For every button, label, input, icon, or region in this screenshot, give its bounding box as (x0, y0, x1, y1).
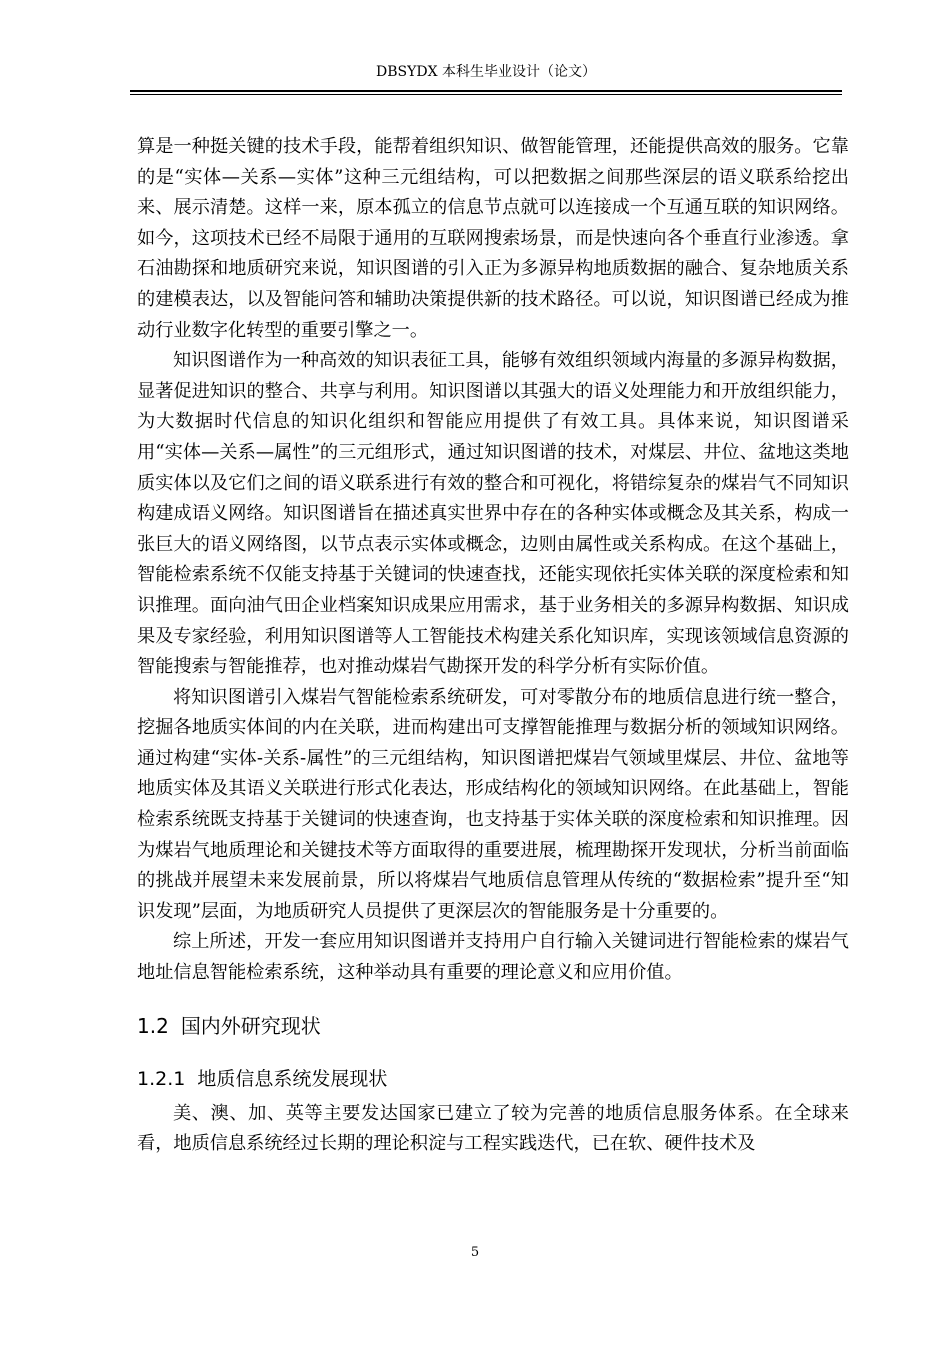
paragraph: 美、澳、加、英等主要发达国家已建立了较为完善的地质信息服务体系。在全球来看，地质信息系统经过长期的理论积淀与工程实践迭代，已在软、硬件技术及 (137, 1102, 849, 1155)
paragraph: 综上所述，开发一套应用知识图谱并支持用户自行输入关键词进行智能检索的煤岩气地址信息智能检索系统，这种举动具有重要的理论意义和应用价值。 (137, 931, 849, 984)
section-heading (137, 1003, 849, 1049)
subsection-title: 地质信息系统发展现状 (197, 1067, 388, 1090)
section-title: 国内外研究现状 (180, 1013, 321, 1038)
page-number: 5 (470, 1245, 480, 1260)
subsection-heading (137, 1059, 849, 1099)
paragraph: 知识图谱作为一种高效的知识表征工具，能够有效组织领域内海量的多源异构数据，显著促进知识的整合、共享与利用。知识图谱以其强大的语义处理能力和开放组织能力，为大数据时代信息的知识化组织和智能应用提供了有效工具。具体来说，知识图谱采用“实体—关系—属性”的三元组形式，通过知识图谱的技术，对煤层、井位、盆地这类地质实体以及它们之间的语义联系进行有效的整合和可视化，将错综复杂的煤岩气不同知识构建成语义网络。知识图谱旨在描述真实世界中存在的各种实体或概念及其关系，构成一张巨大的语义网络图，以节点表示实体或概念，边则由属性或关系构成。在这个基础上，智能检索系统不仅能支持基于关键词的快速查找，还能实现依托实体关联的深度检索和知识推理。面向油气田企业档案知识成果应用需求，基于业务相关的多源异构数据、知识成果及专家经验，利用知识图谱等人工智能技术构建关系化知识库，实现该领域信息资源的智能搜索与智能推荐，也对推动煤岩气勘探开发的科学分析有实际价值。 (137, 350, 849, 678)
paragraph: 将知识图谱引入煤岩气智能检索系统研发，可对零散分布的地质信息进行统一整合，挖掘各地质实体间的内在关联，进而构建出可支撑智能推理与数据分析的领域知识网络。通过构建“实体-关系-属性”的三元组结构，知识图谱把煤岩气领域里煤层、井位、盆地等地质实体及其语义关联进行形式化表达，形成结构化的领域知识网络。在此基础上，智能检索系统既支持基于关键词的快速查询，也支持基于实体关联的深度检索和知识推理。因为煤岩气地质理论和关键技术等方面取得的重要进展，梳理勘探开发现状，分析当前面临的挑战并展望未来发展前景，所以将煤岩气地质信息管理从传统的“数据检索”提升至“知识发现”层面，为地质研究人员提供了更深层次的智能服务是十分重要的。 (137, 686, 849, 922)
page-header: DBSYDX 本科生毕业设计（论文） (376, 64, 596, 80)
paragraph: 算是一种挺关键的技术手段，能帮着组织知识、做智能管理，还能提供高效的服务。它靠的是“实体—关系—实体”这种三元组结构，可以把数据之间那些深层的语义联系给挖出来、展示清楚。这样一来，原本孤立的信息节点就可以连接成一个互通互联的知识网络。如今，这项技术已经不局限于通用的互联网搜索场景，而是快速向各个垂直行业渗透。拿石油勘探和地质研究来说，知识图谱的引入正为多源异构地质数据的融合、复杂地质关系的建模表达，以及智能问答和辅助决策提供新的技术路径。可以说，知识图谱已经成为推动行业数字化转型的重要引擎之一。 (137, 136, 849, 341)
header-rule (130, 90, 842, 92)
subsection-number: 1.2.1 (137, 1067, 186, 1090)
body-text (137, 132, 849, 1160)
section-number: 1.2 (137, 1013, 169, 1038)
header-rule-thin (130, 94, 842, 95)
